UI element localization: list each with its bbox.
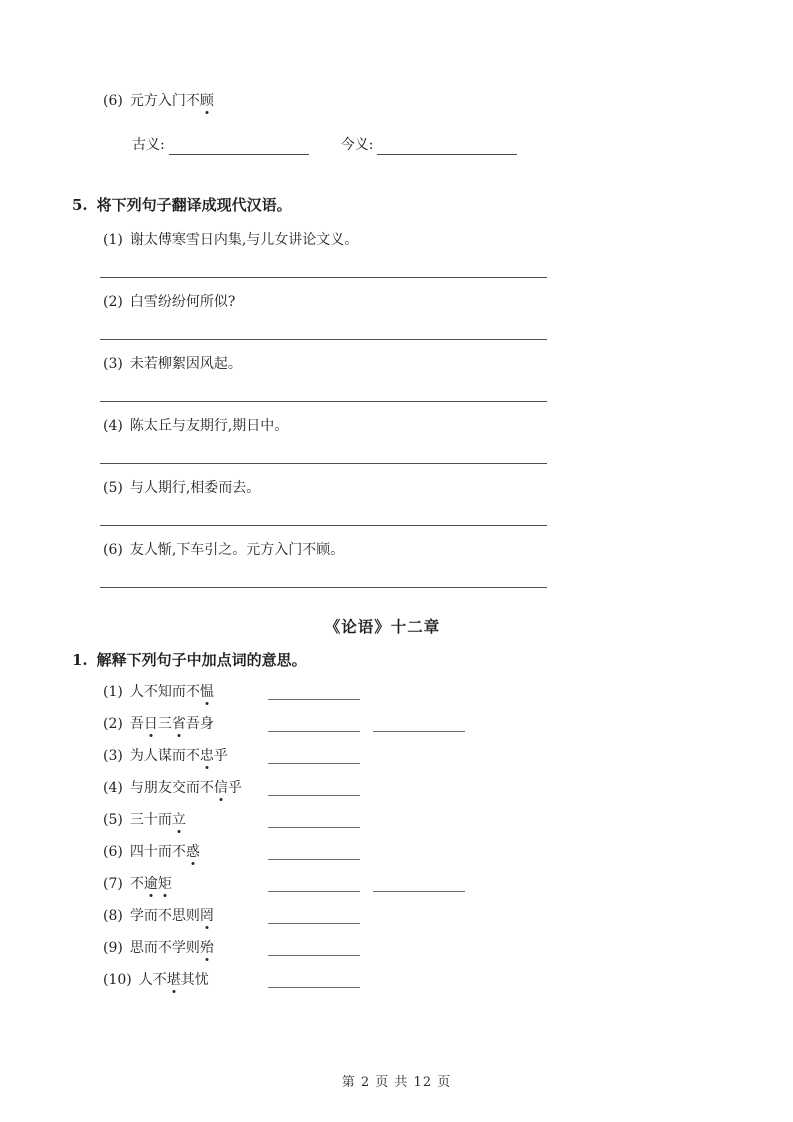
translation-item [103, 418, 721, 464]
item-text: 人不知而不愠 [129, 684, 214, 700]
explain-section-heading [72, 651, 721, 670]
item-text: 陈太丘与友期行,期日中。 [129, 418, 289, 434]
item-text: 谢太傅寒雪日内集,与儿女讲论文义。 [129, 232, 359, 248]
item-text: 未若柳絮因风起。 [129, 356, 242, 372]
answer-line [100, 587, 547, 588]
item-number: (2) [103, 716, 123, 732]
item-number: (1) [103, 684, 123, 700]
answer-line [100, 525, 547, 526]
item-text: 与朋友交而不信乎 [129, 780, 242, 796]
item-number: (5) [103, 812, 123, 828]
item-number: (6) [103, 542, 123, 558]
answer-line [100, 401, 547, 402]
item-number: (4) [103, 418, 123, 434]
explain-item [103, 683, 721, 701]
item-number: (10) [103, 972, 132, 988]
answer-line [100, 463, 547, 464]
answer-blank [373, 877, 465, 892]
modern-meaning-label: 今义: [340, 137, 374, 153]
item-number: (2) [103, 294, 123, 310]
item-number: (5) [103, 480, 123, 496]
item-number: (4) [103, 780, 123, 796]
translation-section-heading [72, 196, 721, 215]
question-title: 将下列句子翻译成现代汉语。 [96, 196, 292, 214]
prev-question-item [103, 93, 721, 110]
answer-blank [268, 685, 360, 700]
explain-item [103, 971, 721, 989]
item-text: 白雪纷纷何所似? [129, 294, 236, 310]
answer-blank [268, 845, 360, 860]
answer-blank [268, 813, 360, 828]
page-footer: 第 2 页 共 12 页 [341, 1075, 452, 1090]
explain-items [72, 683, 721, 989]
answer-blank [268, 941, 360, 956]
section-title: 《论语》十二章 [324, 617, 441, 636]
item-text: 与人期行,相委而去。 [129, 480, 261, 496]
answer-blank [268, 781, 360, 796]
item-text: 四十而不惑 [129, 844, 200, 860]
item-number: (9) [103, 940, 123, 956]
translation-item [103, 356, 721, 402]
item-text: 学而不思则罔 [129, 908, 214, 924]
explain-item [103, 939, 721, 957]
item-number: (8) [103, 908, 123, 924]
translation-item [103, 294, 721, 340]
answer-blank [268, 749, 360, 764]
translation-item [103, 232, 721, 278]
explain-item [103, 875, 721, 893]
explain-item [103, 843, 721, 861]
ancient-meaning-label: 古义: [132, 137, 165, 153]
item-text: 元方入门不顾 [129, 93, 214, 109]
explain-item [103, 715, 721, 733]
answer-line [100, 339, 547, 340]
explain-item [103, 907, 721, 925]
item-number: (6) [103, 844, 123, 860]
question-number: 1. [72, 651, 88, 669]
answer-line [100, 277, 547, 278]
question-number: 5. [72, 196, 88, 214]
answer-blank [268, 973, 360, 988]
answer-blank [169, 139, 309, 155]
item-text: 友人惭,下车引之。元方入门不顾。 [129, 542, 345, 558]
translation-item [103, 542, 721, 588]
item-number: (1) [103, 232, 123, 248]
item-text: 思而不学则殆 [129, 940, 214, 956]
item-number: (7) [103, 876, 123, 892]
answer-blank [268, 909, 360, 924]
explain-item [103, 747, 721, 765]
ancient-modern-meaning-row [132, 136, 721, 155]
item-text: 人不堪其忧 [138, 972, 209, 988]
item-text: 不逾矩 [129, 876, 172, 892]
explain-item [103, 779, 721, 797]
answer-blank [268, 717, 360, 732]
answer-blank [268, 877, 360, 892]
answer-blank [377, 139, 517, 155]
translation-item [103, 480, 721, 526]
item-text: 三十而立 [129, 812, 186, 828]
answer-blank [373, 717, 465, 732]
item-number: (3) [103, 356, 123, 372]
question-title: 解释下列句子中加点词的意思。 [96, 651, 307, 669]
item-text: 吾日三省吾身 [129, 716, 214, 732]
item-number: (6) [103, 93, 123, 109]
item-text: 为人谋而不忠乎 [129, 748, 228, 764]
explain-item [103, 811, 721, 829]
item-number: (3) [103, 748, 123, 764]
translation-items [72, 232, 721, 588]
